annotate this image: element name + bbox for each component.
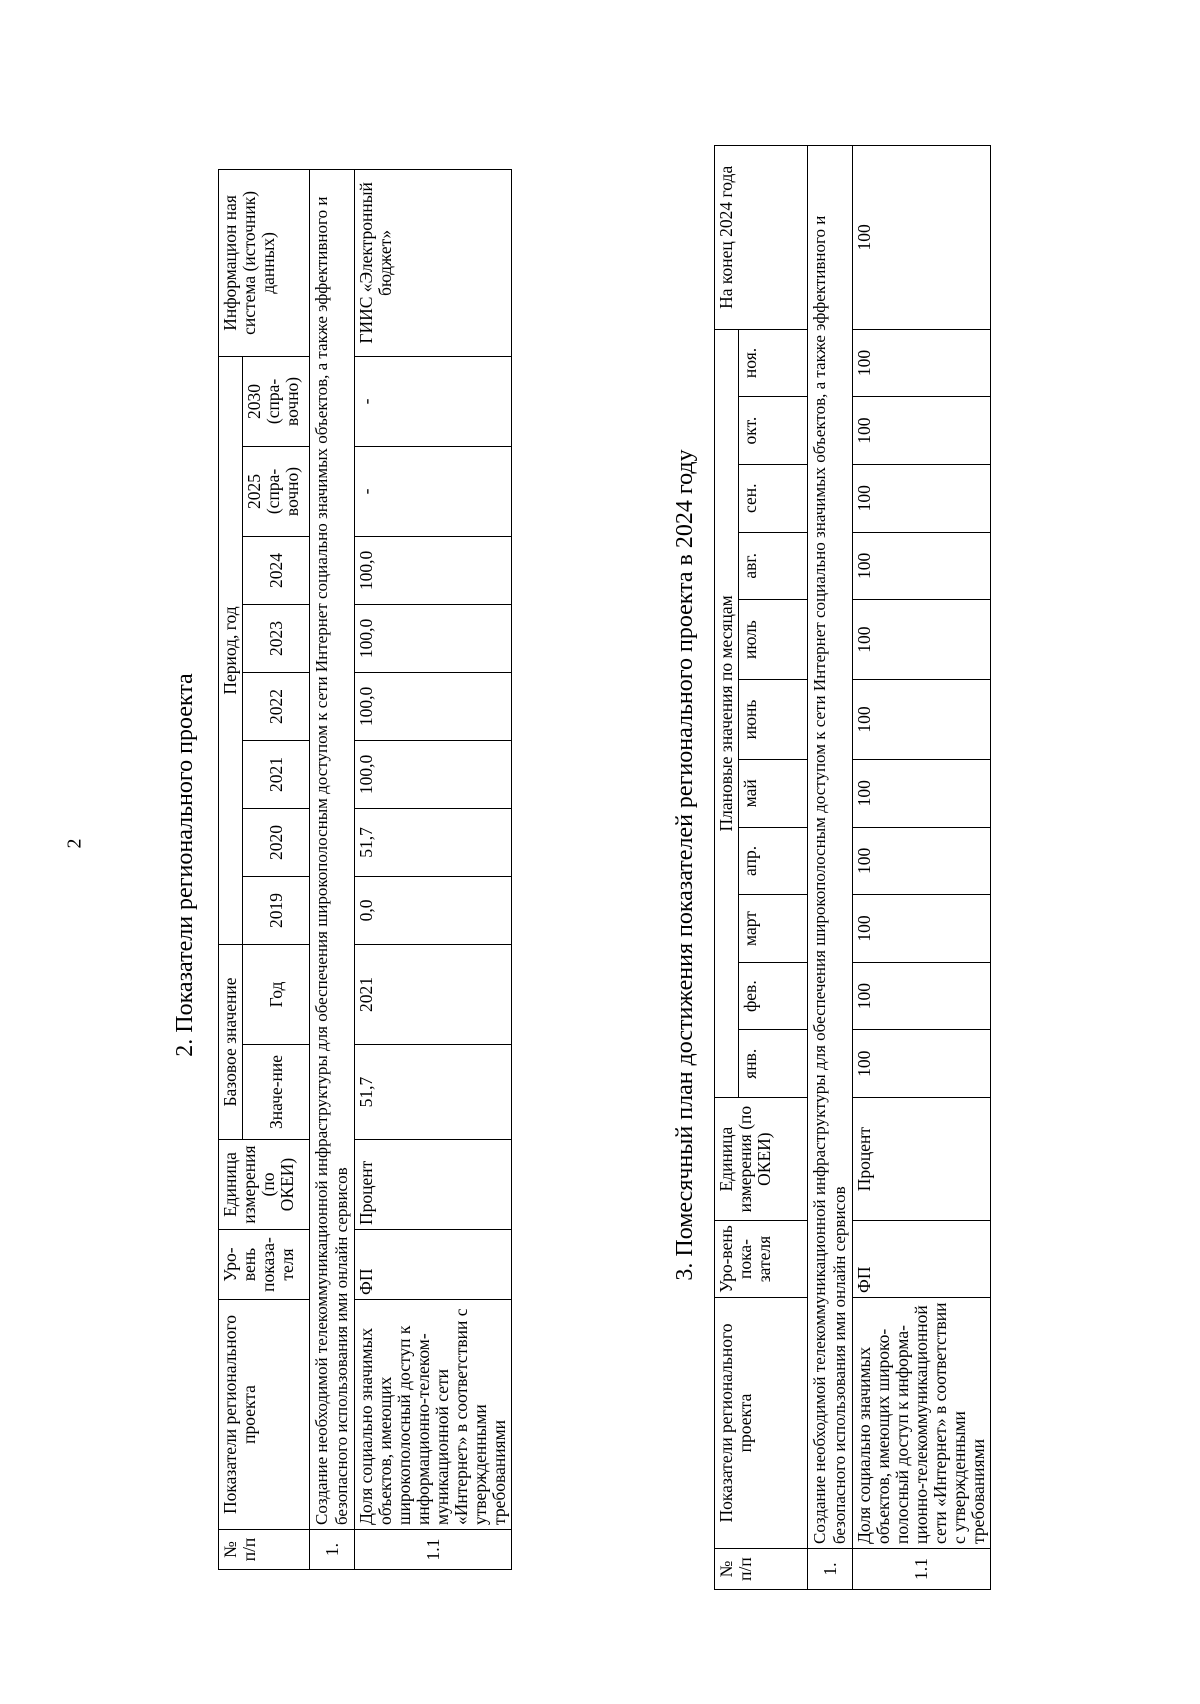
- section-3: [670, 140, 991, 1590]
- header-month: авг.: [739, 532, 808, 600]
- section-2-title: 2. Показатели регионального проекта: [172, 673, 198, 1057]
- header-month: март: [739, 895, 808, 963]
- table-row: [355, 169, 512, 1569]
- header-month: апр.: [739, 827, 808, 895]
- row-value: 100: [853, 329, 991, 397]
- header-year: 2020: [243, 808, 310, 876]
- header-base-value: Значе-ние: [243, 1045, 310, 1140]
- header-row: [715, 146, 739, 1590]
- header-year: 2024: [243, 536, 310, 604]
- header-month: окт.: [739, 397, 808, 465]
- header-row: [219, 169, 243, 1569]
- row-value: 0,0: [355, 876, 512, 944]
- header-end: На конец 2024 года: [715, 146, 808, 330]
- header-month: янв.: [739, 1030, 808, 1098]
- section-2: [170, 160, 512, 1570]
- row-value: 100: [853, 464, 991, 532]
- header-year: 2019: [243, 876, 310, 944]
- row-indicator: Доля социально значимых объектов, имеющих широкополосный доступ к информационно-телеком-муникационной сети «Интернет» в соответствии с утвержденными требованиями: [355, 1300, 512, 1530]
- row-value: 100: [853, 962, 991, 1030]
- row-value: 100: [853, 532, 991, 600]
- row-base-value: 51,7: [355, 1045, 512, 1140]
- header-month: фев.: [739, 962, 808, 1030]
- row-end: 100: [853, 146, 991, 330]
- section-3-title: 3. Помесячный план достижения показателей регионального проекта в 2024 году: [672, 449, 698, 1281]
- header-indicator: Показатели регионального проекта: [715, 1297, 808, 1548]
- goal-text: Создание необходимой телекоммуникационной инфраструктуры для обеспечения широкополосным доступом к сети Интернет социально значимых объектов, а также эффективного и безопасного использования ими онлайн сервисов: [808, 146, 853, 1549]
- header-year: 2022: [243, 672, 310, 740]
- monthly-plan-table: [714, 145, 991, 1590]
- header-period: Период, год: [219, 356, 243, 944]
- row-level: ФП: [853, 1221, 991, 1298]
- row-value: -: [355, 356, 512, 446]
- header-base-year: Год: [243, 944, 310, 1044]
- row-value: 100,0: [355, 672, 512, 740]
- header-month: май: [739, 759, 808, 827]
- row-base-year: 2021: [355, 944, 512, 1044]
- row-value: 100,0: [355, 536, 512, 604]
- row-value: 100: [853, 759, 991, 827]
- row-indicator: Доля социально значимых объектов, имеющих широко-полосный доступ к информа-ционно-телекоммуникационной сети «Интернет» в соответствии с утвержденными требованиями: [853, 1297, 991, 1548]
- header-unit: Единица измерения (по ОКЕИ): [715, 1098, 808, 1221]
- table-row: [853, 146, 991, 1590]
- header-num: № п/п: [715, 1549, 808, 1590]
- row-value: 100: [853, 827, 991, 895]
- header-level: Уро-вень показа-теля: [219, 1230, 310, 1300]
- row-value: 100,0: [355, 740, 512, 808]
- row-num: 1.1: [355, 1530, 512, 1570]
- header-indicator: Показатели регионального проекта: [219, 1300, 310, 1530]
- indicators-table: [218, 169, 512, 1570]
- row-unit: Процент: [355, 1140, 512, 1230]
- page-number: 2: [63, 838, 86, 849]
- header-year: 2021: [243, 740, 310, 808]
- row-value: 100: [853, 600, 991, 680]
- row-value: 100: [853, 680, 991, 760]
- header-level: Уро-вень пока-зателя: [715, 1221, 808, 1298]
- header-month: июнь: [739, 680, 808, 760]
- goal-row: [808, 146, 853, 1590]
- header-month: сен.: [739, 464, 808, 532]
- header-unit: Единица измерения (по ОКЕИ): [219, 1140, 310, 1230]
- row-value: 100: [853, 1030, 991, 1098]
- row-value: 51,7: [355, 808, 512, 876]
- header-base: Базовое значение: [219, 944, 243, 1139]
- header-source: Информацион ная система (источник) данных): [219, 169, 310, 356]
- row-source: ГИИС «Электронный бюджет»: [355, 169, 512, 356]
- header-month: ноя.: [739, 329, 808, 397]
- goal-text: Создание необходимой телекоммуникационной инфраструктуры для обеспечения широкополосным доступом к сети Интернет социально значимых объектов, а также эффективного и безопасного использования ими онлайн сервисов: [310, 169, 355, 1529]
- row-value: -: [355, 446, 512, 536]
- goal-row: [310, 169, 355, 1569]
- row-num: 1.1: [853, 1549, 991, 1590]
- row-value: 100,0: [355, 604, 512, 672]
- goal-num: 1.: [310, 1530, 355, 1570]
- header-num: № п/п: [219, 1530, 310, 1570]
- header-year: 2023: [243, 604, 310, 672]
- row-value: 100: [853, 397, 991, 465]
- header-year: 2030 (спра-вочно): [243, 356, 310, 446]
- header-month: июль: [739, 600, 808, 680]
- row-value: 100: [853, 895, 991, 963]
- header-year: 2025 (спра-вочно): [243, 446, 310, 536]
- header-plan: Плановые значения по месяцам: [715, 329, 739, 1097]
- row-level: ФП: [355, 1230, 512, 1300]
- goal-num: 1.: [808, 1549, 853, 1590]
- row-unit: Процент: [853, 1098, 991, 1221]
